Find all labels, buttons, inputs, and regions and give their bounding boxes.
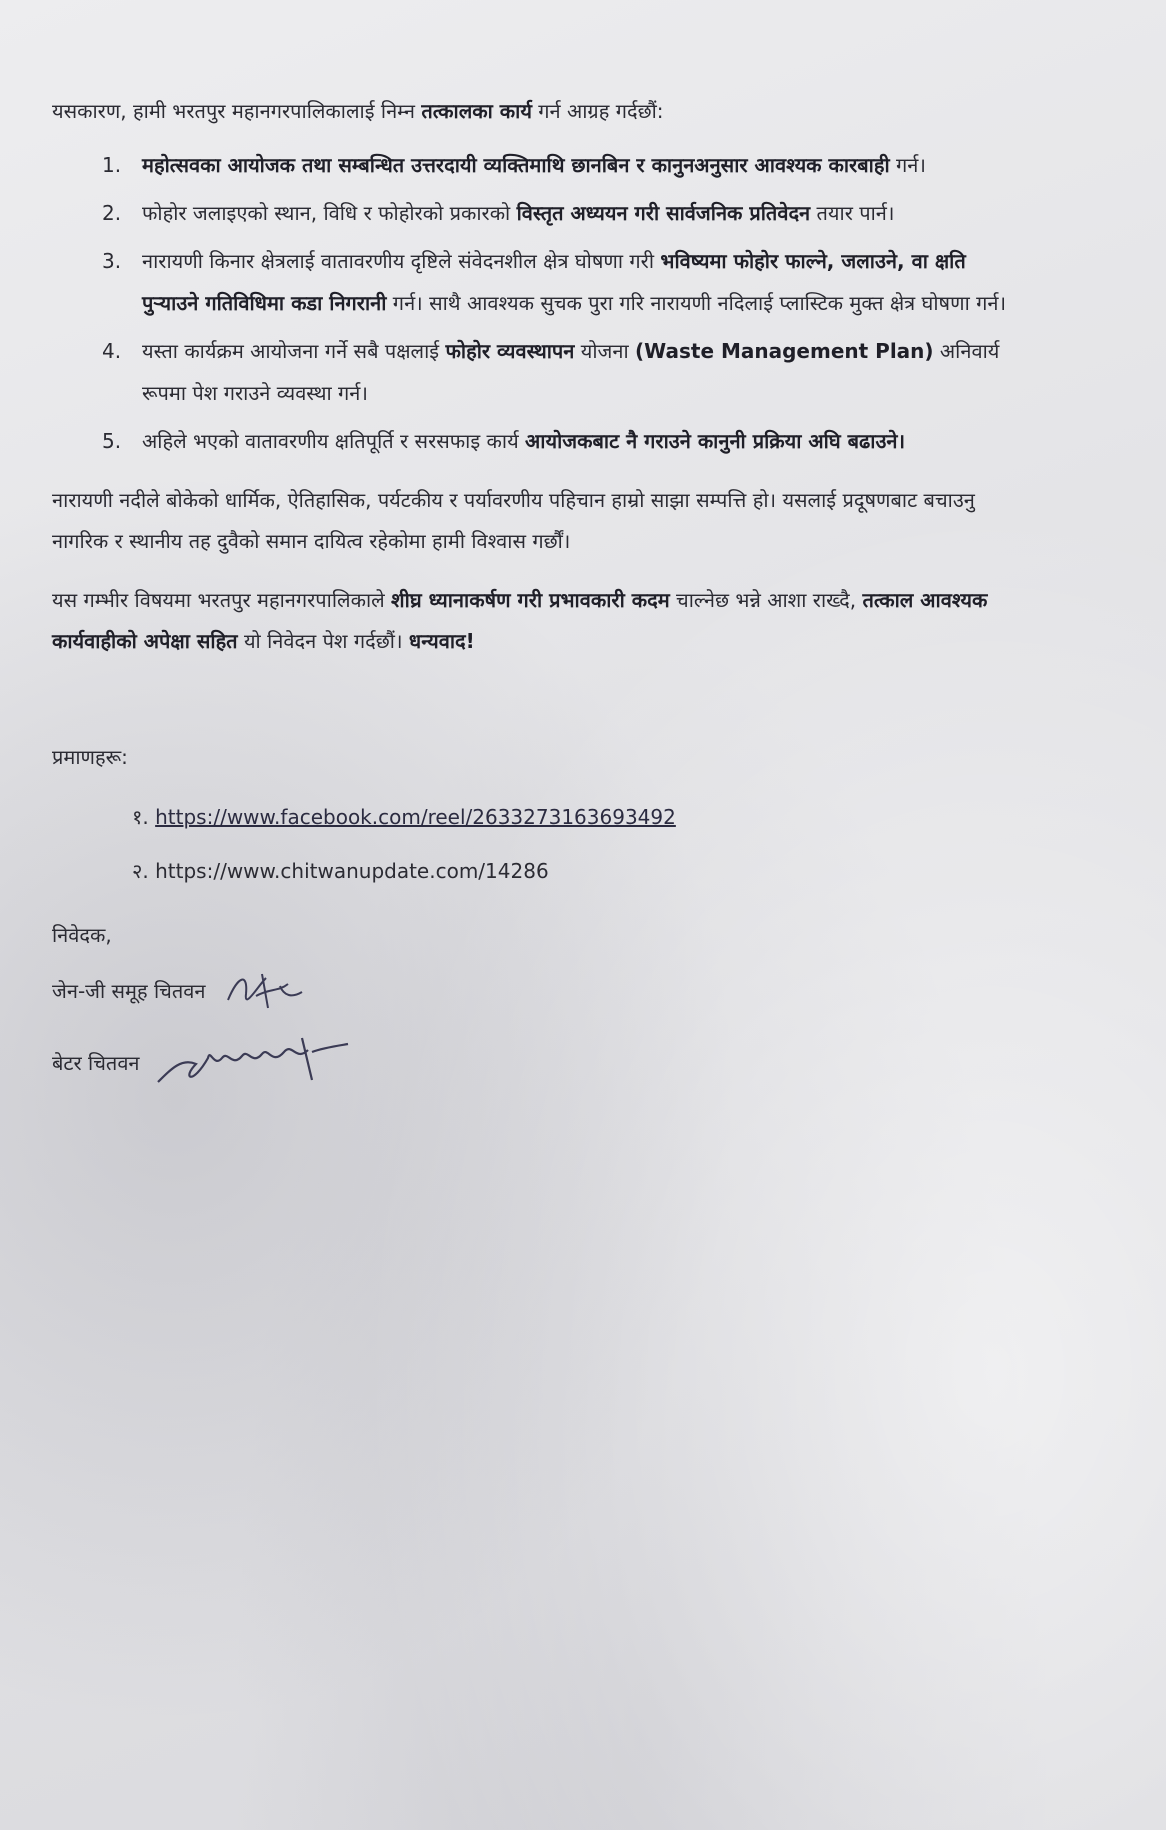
demand-item — [102, 192, 1012, 234]
demand-number: 3. — [102, 249, 122, 273]
signature-image — [218, 966, 308, 1016]
evidence-item: २. https://www.chitwanupdate.com/14286 — [132, 859, 549, 883]
heritage-paragraph: नारायणी नदीले बोकेको धार्मिक, ऐतिहासिक, पर्यटकीय र पर्यावरणीय पहिचान हाम्रो साझा सम्पत्ति हो। यसलाई प्रदूषणबाट बचाउनु नागरिक र स्थानीय तह दुवैको समान दायित्व रहेकोमा हामी विश्वास गर्छौं। — [52, 488, 975, 553]
demand-item — [102, 144, 1012, 186]
demand-text: अनिवार्य रूपमा पेश गराउने व्यवस्था गर्न। — [142, 339, 1000, 405]
demand-text: गर्न। साथै आवश्यक सुचक पुरा गरि नारायणी नदिलाई प्लास्टिक मुक्त क्षेत्र घोषणा गर्न। — [386, 291, 1007, 315]
demand-item — [102, 420, 1012, 462]
evidence-heading: प्रमाणहरू: — [52, 745, 128, 769]
letter-body — [52, 92, 1012, 1098]
demand-emphasis: विस्तृत अध्ययन गरी सार्वजनिक प्रतिवेदन — [516, 201, 811, 225]
demand-text: तयार पार्न। — [810, 201, 895, 225]
demands-list — [52, 144, 1012, 462]
applicant-label: निवेदक, — [52, 923, 112, 947]
demand-text: अहिले भएको वातावरणीय क्षतिपूर्ति र सरसफाइ कार्य — [142, 429, 526, 453]
demand-item — [102, 330, 1012, 414]
demand-emphasis: फोहोर व्यवस्थापन — [445, 339, 575, 363]
demand-text: फोहोर जलाइएको स्थान, विधि र फोहोरको प्रकारको — [142, 201, 517, 225]
demand-emphasis: (Waste Management Plan) — [635, 339, 934, 363]
demand-number: 4. — [102, 339, 122, 363]
demand-emphasis: महोत्सवका आयोजक तथा सम्बन्धित उत्तरदायी व्यक्तिमाथि छानबिन र कानुनअनुसार आवश्यक कारबाही — [142, 153, 890, 177]
signature-image — [152, 1028, 352, 1098]
evidence-link-chitwanupdate[interactable]: https://www.chitwanupdate.com/14286 — [155, 859, 549, 883]
demand-emphasis: आयोजकबाट नै गराउने कानुनी प्रक्रिया अघि बढाउने। — [525, 429, 906, 453]
demand-text: गर्न। — [889, 153, 926, 177]
evidence-section — [52, 738, 1012, 890]
demand-text: यस्ता कार्यक्रम आयोजना गर्ने सबै पक्षलाई — [142, 339, 446, 363]
signoff-block — [52, 916, 1012, 1098]
demand-text: योजना — [574, 339, 635, 363]
closing-paragraph: यस गम्भीर विषयमा भरतपुर महानगरपालिकाले शीघ्र ध्यानाकर्षण गरी प्रभावकारी कदम चाल्नेछ भन्ने आशा राख्दै, तत्काल आवश्यक कार्यवाहीको अपेक्षा सहित यो निवेदन पेश गर्दछौं। धन्यवाद! — [52, 588, 988, 653]
demand-number: 5. — [102, 429, 122, 453]
evidence-list — [52, 798, 1012, 890]
evidence-item: १. https://www.facebook.com/reel/2633273163693492 — [132, 805, 676, 829]
thanks-text: धन्यवाद! — [408, 629, 475, 653]
demand-text: नारायणी किनार क्षेत्रलाई वातावरणीय दृष्टिले संवेदनशील क्षेत्र घोषणा गरी — [142, 249, 661, 273]
evidence-link-facebook[interactable]: https://www.facebook.com/reel/2633273163693492 — [155, 805, 676, 829]
demand-number: 2. — [102, 201, 122, 225]
signatory-row — [52, 1028, 1012, 1098]
signatory-row — [52, 966, 1012, 1016]
demand-item — [102, 240, 1012, 324]
intro-line: यसकारण, हामी भरतपुर महानगरपालिकालाई निम्न तत्कालका कार्य गर्न आग्रह गर्दछौं: — [52, 99, 664, 123]
demand-emphasis: भविष्यमा फोहोर फाल्ने, जलाउने, वा क्षति पुर्‍याउने गतिविधिमा कडा निगरानी — [142, 249, 966, 315]
org-name: जेन-जी समूह चितवन — [52, 979, 206, 1003]
demand-number: 1. — [102, 153, 122, 177]
org-name: बेटर चितवन — [52, 1051, 140, 1075]
